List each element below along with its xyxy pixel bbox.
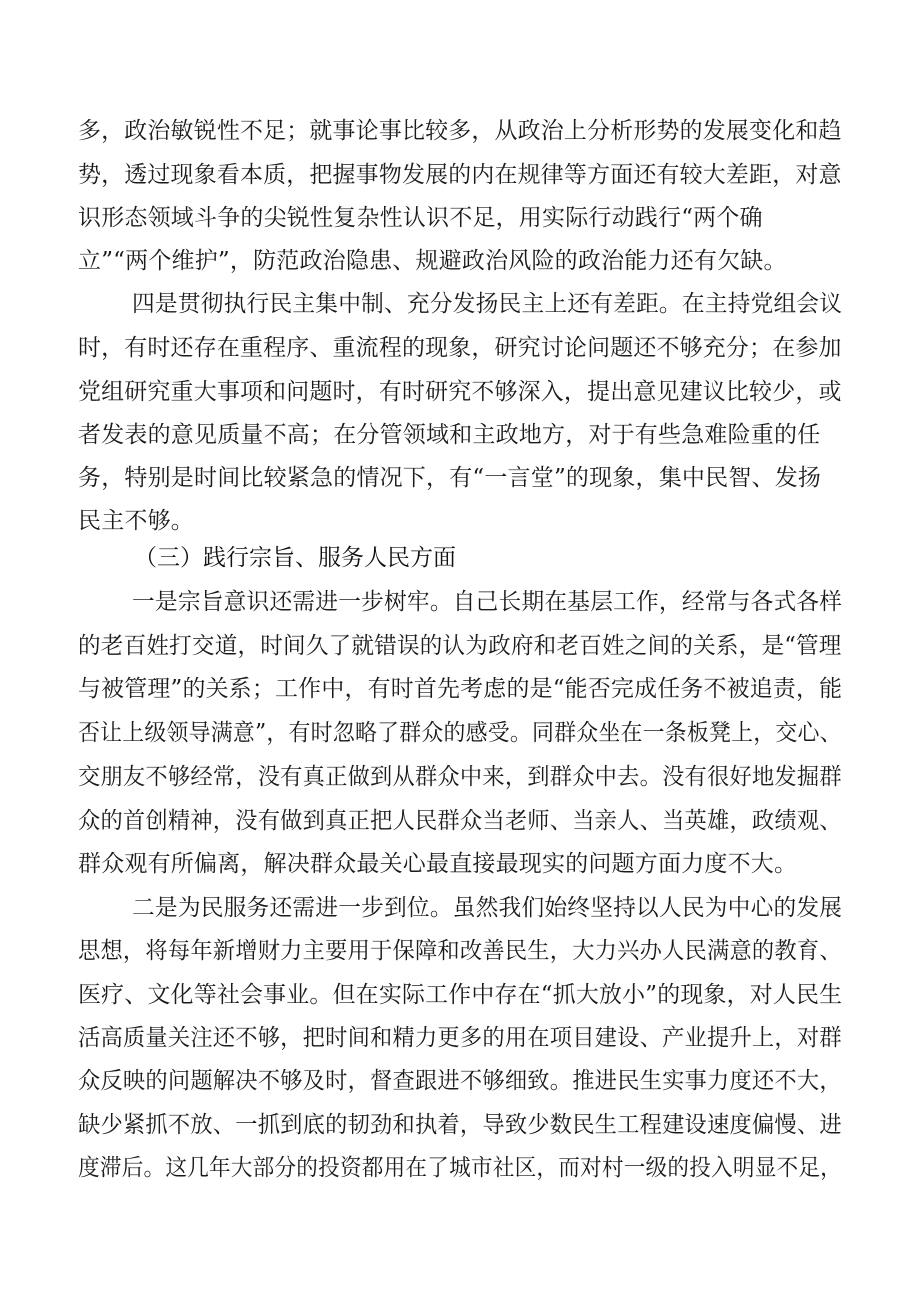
section-heading: （三）践行宗旨、服务人民方面 (134, 545, 456, 571)
body-text-line: 度滞后。这几年大部分的投资都用在了城市社区，而对村一级的投入明显不足， (78, 1155, 843, 1181)
body-text-line: 活高质量关注还不够，把时间和精力更多的用在项目建设、产业提升上，对群 (78, 1025, 842, 1051)
paragraph-first-line: 一是宗旨意识还需进一步树牢。自己长期在基层工作，经常与各式各样 (132, 589, 843, 615)
body-text-line: 众反映的问题解决不够及时，督查跟进不够细致。推进民生实事力度还不大， (78, 1068, 842, 1094)
body-text-line: 缺少紧抓不放、一抓到底的韧劲和执着，导致少数民生工程建设速度偏慢、进 (78, 1112, 842, 1138)
body-text-line: 众的首创精神，没有做到真正把人民群众当老师、当亲人、当英雄，政绩观、 (78, 808, 842, 834)
paragraph-first-line: 四是贯彻执行民主集中制、充分发扬民主上还有差距。在主持党组会议 (132, 291, 843, 317)
body-text-line: 立”“两个维护”，防范政治隐患、规避政治风险的政治能力还有欠缺。 (78, 248, 787, 274)
body-text-line: 势，透过现象看本质，把握事物发展的内在规律等方面还有较大差距，对意 (78, 162, 842, 188)
body-text-line: 否让上级领导满意”，有时忽略了群众的感受。同群众坐在一条板凳上，交心、 (78, 720, 842, 746)
body-text-line: 的老百姓打交道，时间久了就错误的认为政府和老百姓之间的关系，是“管理 (78, 633, 842, 659)
body-text-line: 与被管理”的关系；工作中，有时首先考虑的是“能否完成任务不被追责，能 (78, 676, 843, 702)
body-text-line: 医疗、文化等社会事业。但在实际工作中存在“抓大放小”的现象，对人民生 (78, 982, 843, 1008)
body-text-line: 时，有时还存在重程序、重流程的现象，研究讨论问题还不够充分；在参加 (78, 335, 842, 361)
body-text-line: 多，政治敏锐性不足；就事论事比较多，从政治上分析形势的发展变化和趋 (78, 118, 842, 144)
body-text-line: 群众观有所偏离，解决群众最关心最直接最现实的问题方面力度不大。 (78, 851, 798, 877)
body-text-line: 交朋友不够经常，没有真正做到从群众中来，到群众中去。没有很好地发掘群 (78, 764, 842, 790)
body-text-line: 识形态领域斗争的尖锐性复杂性认识不足，用实际行动践行“两个确 (78, 205, 763, 231)
body-text-line: 思想，将每年新增财力主要用于保障和改善民生，大力兴办人民满意的教育、 (78, 938, 842, 964)
body-text-line: 者发表的意见质量不高；在分管领域和主政地方，对于有些急难险重的任 (78, 422, 821, 448)
body-text-line: 民主不够。 (78, 508, 194, 534)
paragraph-first-line: 二是为民服务还需进一步到位。虽然我们始终坚持以人民为中心的发展 (132, 895, 843, 921)
body-text-line: 党组研究重大事项和问题时，有时研究不够深入，提出意见建议比较少，或 (78, 379, 842, 405)
body-text-line: 务，特别是时间比较紧急的情况下，有“一言堂”的现象，集中民智、发扬 (78, 465, 822, 491)
